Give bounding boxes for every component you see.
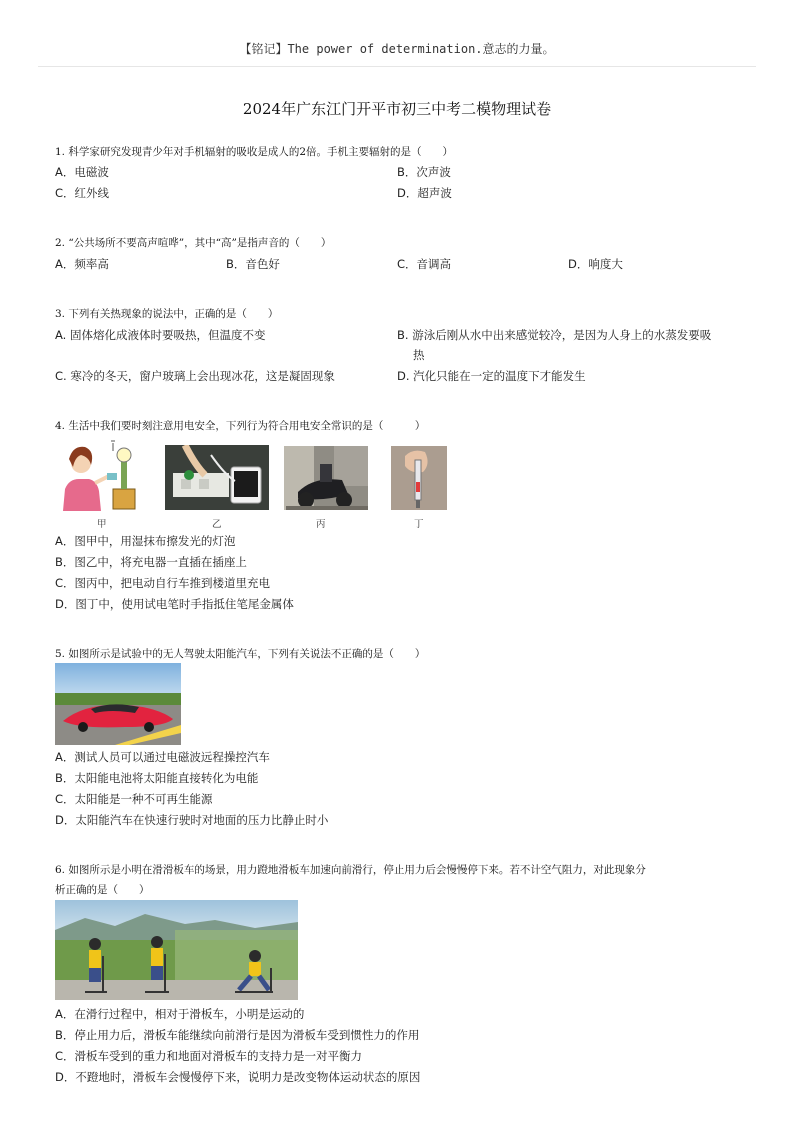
question-5-stem: 5. 如图所示是试验中的无人驾驶太阳能汽车，下列有关说法不正确的是（ ） [55, 648, 426, 660]
question-5-option-c[interactable]: C．太阳能是一种不可再生能源 [55, 792, 213, 806]
question-4-option-c[interactable]: C．图丙中，把电动自行车推到楼道里充电 [55, 576, 271, 590]
figure-jia-image [55, 437, 138, 511]
question-6-option-b[interactable]: B．停止用力后，滑板车能继续向前滑行是因为滑板车受到惯性力的作用 [55, 1028, 420, 1042]
question-2-option-b[interactable]: B．音色好 [226, 257, 280, 271]
question-6-stem-line-1: 6. 如图所示是小明在滑滑板车的场景，用力蹬地滑板车加速向前滑行，停止用力后会慢慢停下来。若不计空气阻力，对此现象分 [55, 864, 646, 876]
figure-caption-ding: 丁 [414, 519, 424, 530]
page-header-motto: 【铭记】The power of determination.意志的力量。 [239, 42, 555, 56]
question-4-stem: 4. 生活中我们要时刻注意用电安全，下列行为符合用电安全常识的是（ ） [55, 420, 426, 432]
question-1-option-d[interactable]: D．超声波 [397, 186, 452, 200]
question-1-option-a[interactable]: A．电磁波 [55, 165, 109, 179]
question-4-option-b[interactable]: B．图乙中，将充电器一直插在插座上 [55, 555, 247, 569]
question-6-option-d[interactable]: D．不蹬地时，滑板车会慢慢停下来，说明力是改变物体运动状态的原因 [55, 1070, 421, 1084]
question-1-stem: 1. 科学家研究发现青少年对手机辐射的吸收是成人的2倍。手机主要辐射的是（ ） [55, 146, 454, 158]
question-3-option-c[interactable]: C. 寒冷的冬天，窗户玻璃上会出现冰花，这是凝固现象 [55, 369, 335, 383]
question-2-stem: 2. “公共场所不要高声喧哗”，其中“高”是指声音的（ ） [55, 237, 332, 249]
question-5-option-d[interactable]: D．太阳能汽车在快速行驶时对地面的压力比静止时小 [55, 813, 329, 827]
question-6-option-c[interactable]: C．滑板车受到的重力和地面对滑板车的支持力是一对平衡力 [55, 1049, 363, 1063]
question-3-option-a[interactable]: A. 固体熔化成液体时要吸热，但温度不变 [55, 328, 266, 342]
scooter-image [55, 900, 298, 1000]
question-5-option-b[interactable]: B．太阳能电池将太阳能直接转化为电能 [55, 771, 259, 785]
question-2-option-d[interactable]: D．响度大 [568, 257, 623, 271]
question-1-option-b[interactable]: B．次声波 [397, 165, 451, 179]
figure-caption-yi: 乙 [212, 519, 222, 530]
figure-bing-image [284, 446, 368, 510]
question-4-option-a[interactable]: A．图甲中，用湿抹布擦发光的灯泡 [55, 534, 236, 548]
figure-caption-jia: 甲 [97, 519, 107, 530]
figure-yi-image [165, 445, 269, 510]
question-3-option-b-continued: 热 [413, 348, 425, 362]
question-4-option-d[interactable]: D．图丁中，使用试电笔时手指抵住笔尾金属体 [55, 597, 294, 611]
question-2-option-a[interactable]: A．频率高 [55, 257, 109, 271]
figure-ding-image [391, 446, 447, 510]
question-2-option-c[interactable]: C．音调高 [397, 257, 452, 271]
question-6-option-a[interactable]: A．在滑行过程中，相对于滑板车，小明是运动的 [55, 1007, 305, 1021]
figure-caption-bing: 丙 [316, 519, 326, 530]
question-3-option-b[interactable]: B. 游泳后刚从水中出来感觉较冷，是因为人身上的水蒸发要吸 [397, 328, 712, 342]
header-divider [38, 66, 756, 67]
question-6-stem-line-2: 析正确的是（ ） [55, 884, 150, 896]
question-3-stem: 3. 下列有关热现象的说法中，正确的是（ ） [55, 308, 279, 320]
question-1-option-c[interactable]: C．红外线 [55, 186, 110, 200]
question-3-option-d[interactable]: D. 汽化只能在一定的温度下才能发生 [397, 369, 586, 383]
solar-car-image [55, 663, 181, 745]
exam-title: 2024年广东江门开平市初三中考二模物理试卷 [242, 100, 552, 118]
question-5-option-a[interactable]: A．测试人员可以通过电磁波远程操控汽车 [55, 750, 270, 764]
